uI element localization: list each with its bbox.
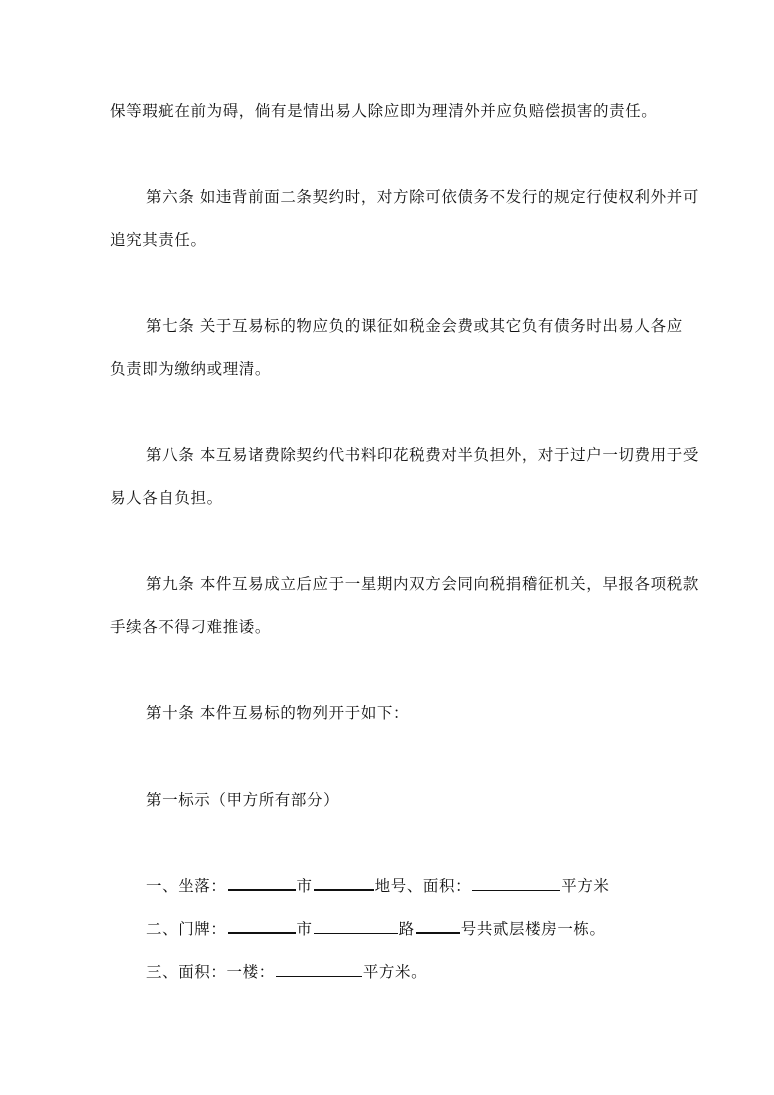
clause-8-line-2: 易人各自负担。: [110, 489, 223, 507]
clause-5-continuation: 保等瑕疵在前为碍，倘有是情出易人除应即为理清外并应负赔偿损害的责任。: [110, 102, 658, 120]
house-city-blank[interactable]: [228, 918, 296, 934]
clause-7-line-2: 负责即为缴纳或理清。: [110, 360, 272, 378]
location-label: 一、坐落：: [146, 877, 227, 895]
first-floor-area-blank[interactable]: [276, 962, 362, 977]
house-number-label: 二、门牌：: [146, 920, 227, 938]
area-unit: 平方米: [561, 877, 610, 895]
city-blank[interactable]: [228, 875, 296, 891]
clause-7-line-1: 第七条 关于互易标的物应负的课征如税金会费或其它负有债务时出易人各应: [146, 317, 683, 335]
clause-9-line-1: 第九条 本件互易成立后应于一星期内双方会同向税捐稽征机关，早报各项税款: [146, 575, 699, 593]
clause-10-line-1: 第十条 本件互易标的物列开于如下：: [146, 704, 410, 722]
form-row-location: [146, 875, 610, 896]
form-row-house-number: [146, 918, 606, 939]
floor-area-label: 三、面积：一楼：: [146, 963, 275, 981]
schedule-heading: 第一标示（甲方所有部分）: [146, 791, 340, 809]
land-number-blank[interactable]: [314, 875, 374, 891]
number-blank[interactable]: [416, 918, 460, 934]
clause-6-line-1: 第六条 如违背前面二条契约时，对方除可依债务不发行的规定行使权利外并可: [146, 188, 699, 206]
area-blank[interactable]: [472, 876, 560, 891]
city-suffix: 市: [296, 877, 313, 895]
clause-6-line-2: 追究其责任。: [110, 231, 207, 249]
clause-8-line-1: 第八条 本互易诸费除契约代书料印花税费对半负担外，对于过户一切费用于受: [146, 446, 699, 464]
road-blank[interactable]: [314, 919, 398, 934]
land-number-area-label: 地号、面积：: [374, 877, 472, 895]
road-suffix: 路: [398, 920, 415, 938]
floor-area-unit: 平方米。: [362, 963, 428, 981]
form-row-floor-area: [146, 962, 427, 982]
house-city-suffix: 市: [296, 920, 313, 938]
clause-9-line-2: 手续各不得刁难推诿。: [110, 618, 272, 636]
building-description: 号共贰层楼房一栋。: [460, 920, 606, 938]
